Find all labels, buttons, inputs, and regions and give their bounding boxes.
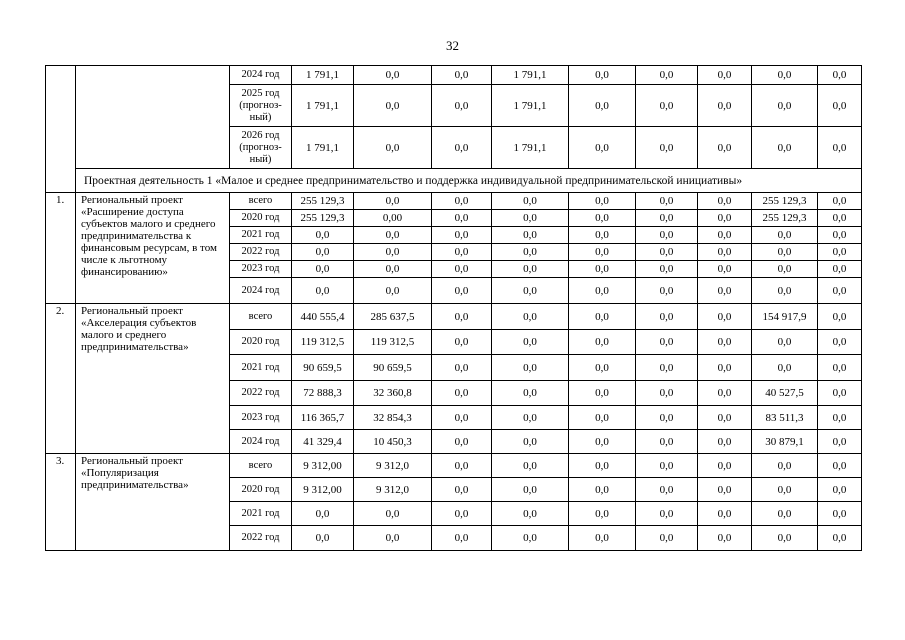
project-number: 2. bbox=[46, 304, 76, 454]
value-cell: 41 329,4 bbox=[292, 430, 354, 454]
value-cell: 0,0 bbox=[569, 330, 636, 355]
number-cell bbox=[46, 66, 76, 193]
value-cell: 285 637,5 bbox=[354, 304, 432, 330]
value-cell: 0,0 bbox=[698, 526, 752, 551]
value-cell: 0,0 bbox=[492, 330, 569, 355]
value-cell: 116 365,7 bbox=[292, 406, 354, 430]
value-cell: 0,0 bbox=[432, 244, 492, 261]
value-cell: 1 791,1 bbox=[292, 66, 354, 85]
value-cell: 0,0 bbox=[752, 66, 818, 85]
value-cell: 0,0 bbox=[492, 244, 569, 261]
value-cell: 0,0 bbox=[432, 193, 492, 210]
page-number: 32 bbox=[446, 38, 459, 53]
value-cell: 0,0 bbox=[818, 244, 862, 261]
value-cell: 0,0 bbox=[636, 244, 698, 261]
value-cell: 0,0 bbox=[818, 227, 862, 244]
value-cell: 0,0 bbox=[818, 66, 862, 85]
year-cell: 2021 год bbox=[230, 227, 292, 244]
project-name: Региональный проект «Популяризация предпринимательства» bbox=[76, 454, 230, 551]
value-cell: 0,0 bbox=[432, 526, 492, 551]
value-cell: 255 129,3 bbox=[752, 193, 818, 210]
value-cell: 0,0 bbox=[752, 502, 818, 526]
value-cell: 0,0 bbox=[432, 227, 492, 244]
value-cell: 0,0 bbox=[292, 261, 354, 278]
year-cell: 2025 год (прогноз-ный) bbox=[230, 85, 292, 127]
value-cell: 0,0 bbox=[636, 278, 698, 304]
value-cell: 0,0 bbox=[569, 526, 636, 551]
value-cell: 0,0 bbox=[354, 244, 432, 261]
value-cell: 0,0 bbox=[569, 66, 636, 85]
value-cell: 90 659,5 bbox=[292, 355, 354, 381]
year-cell: 2020 год bbox=[230, 210, 292, 227]
year-cell: 2020 год bbox=[230, 330, 292, 355]
value-cell: 0,0 bbox=[569, 210, 636, 227]
name-cell bbox=[76, 66, 230, 169]
table-row bbox=[46, 304, 862, 330]
value-cell: 0,0 bbox=[292, 227, 354, 244]
value-cell: 0,0 bbox=[569, 85, 636, 127]
value-cell: 440 555,4 bbox=[292, 304, 354, 330]
section-row bbox=[46, 169, 862, 193]
value-cell: 0,0 bbox=[432, 127, 492, 169]
year-cell: 2023 год bbox=[230, 406, 292, 430]
value-cell: 0,0 bbox=[569, 261, 636, 278]
value-cell: 0,0 bbox=[569, 193, 636, 210]
value-cell: 0,0 bbox=[698, 278, 752, 304]
value-cell: 0,0 bbox=[432, 210, 492, 227]
value-cell: 0,0 bbox=[752, 261, 818, 278]
budget-table bbox=[45, 65, 862, 551]
year-cell: 2023 год bbox=[230, 261, 292, 278]
value-cell: 0,0 bbox=[292, 244, 354, 261]
value-cell: 0,0 bbox=[818, 355, 862, 381]
value-cell: 1 791,1 bbox=[492, 66, 569, 85]
value-cell: 0,0 bbox=[354, 66, 432, 85]
value-cell: 0,0 bbox=[752, 227, 818, 244]
value-cell: 0,0 bbox=[432, 304, 492, 330]
value-cell: 0,0 bbox=[698, 406, 752, 430]
value-cell: 0,0 bbox=[569, 127, 636, 169]
value-cell: 255 129,3 bbox=[292, 210, 354, 227]
value-cell: 0,0 bbox=[354, 127, 432, 169]
value-cell: 0,0 bbox=[818, 526, 862, 551]
value-cell: 90 659,5 bbox=[354, 355, 432, 381]
value-cell: 0,0 bbox=[752, 454, 818, 478]
value-cell: 9 312,00 bbox=[292, 478, 354, 502]
value-cell: 0,0 bbox=[432, 85, 492, 127]
value-cell: 0,0 bbox=[492, 210, 569, 227]
value-cell: 154 917,9 bbox=[752, 304, 818, 330]
value-cell: 1 791,1 bbox=[492, 127, 569, 169]
value-cell: 0,0 bbox=[432, 278, 492, 304]
value-cell: 30 879,1 bbox=[752, 430, 818, 454]
year-cell: 2022 год bbox=[230, 381, 292, 406]
value-cell: 0,0 bbox=[569, 502, 636, 526]
value-cell: 0,0 bbox=[432, 430, 492, 454]
value-cell: 0,0 bbox=[569, 244, 636, 261]
value-cell: 255 129,3 bbox=[752, 210, 818, 227]
value-cell: 0,0 bbox=[818, 193, 862, 210]
year-cell: 2022 год bbox=[230, 244, 292, 261]
value-cell: 0,0 bbox=[492, 278, 569, 304]
value-cell: 0,0 bbox=[292, 502, 354, 526]
value-cell: 0,0 bbox=[818, 261, 862, 278]
value-cell: 0,0 bbox=[569, 227, 636, 244]
project-name: Региональный проект «Расширение доступа субъектов малого и среднего предпринимательства к финансовым ресурсам, в том числе к льготному финансированию» bbox=[76, 193, 230, 304]
value-cell: 0,0 bbox=[636, 502, 698, 526]
value-cell: 0,0 bbox=[354, 278, 432, 304]
value-cell: 0,0 bbox=[292, 526, 354, 551]
value-cell: 0,0 bbox=[636, 227, 698, 244]
value-cell: 9 312,0 bbox=[354, 478, 432, 502]
value-cell: 0,0 bbox=[818, 502, 862, 526]
value-cell: 0,0 bbox=[354, 227, 432, 244]
value-cell: 0,0 bbox=[698, 85, 752, 127]
value-cell: 0,0 bbox=[492, 454, 569, 478]
value-cell: 0,0 bbox=[818, 454, 862, 478]
value-cell: 0,0 bbox=[752, 278, 818, 304]
value-cell: 119 312,5 bbox=[354, 330, 432, 355]
value-cell: 0,0 bbox=[292, 278, 354, 304]
value-cell: 0,0 bbox=[569, 278, 636, 304]
year-cell: всего bbox=[230, 304, 292, 330]
value-cell: 0,0 bbox=[569, 430, 636, 454]
year-cell: всего bbox=[230, 454, 292, 478]
value-cell: 0,0 bbox=[818, 406, 862, 430]
value-cell: 0,0 bbox=[752, 526, 818, 551]
value-cell: 10 450,3 bbox=[354, 430, 432, 454]
value-cell: 0,0 bbox=[698, 381, 752, 406]
value-cell: 0,0 bbox=[492, 478, 569, 502]
value-cell: 0,0 bbox=[432, 406, 492, 430]
value-cell: 0,0 bbox=[636, 454, 698, 478]
value-cell: 0,0 bbox=[636, 85, 698, 127]
value-cell: 0,0 bbox=[432, 454, 492, 478]
value-cell: 0,0 bbox=[354, 526, 432, 551]
value-cell: 0,0 bbox=[492, 261, 569, 278]
value-cell: 0,0 bbox=[636, 478, 698, 502]
value-cell: 0,0 bbox=[818, 127, 862, 169]
value-cell: 0,0 bbox=[492, 355, 569, 381]
value-cell: 0,0 bbox=[354, 261, 432, 278]
value-cell: 0,0 bbox=[636, 193, 698, 210]
value-cell: 0,0 bbox=[636, 210, 698, 227]
value-cell: 0,0 bbox=[752, 355, 818, 381]
value-cell: 0,0 bbox=[432, 502, 492, 526]
year-cell: 2020 год bbox=[230, 478, 292, 502]
value-cell: 0,0 bbox=[698, 66, 752, 85]
value-cell: 0,0 bbox=[636, 66, 698, 85]
value-cell: 0,0 bbox=[492, 406, 569, 430]
value-cell: 0,0 bbox=[818, 210, 862, 227]
value-cell: 0,0 bbox=[818, 478, 862, 502]
value-cell: 0,0 bbox=[569, 454, 636, 478]
year-cell: 2026 год (прогноз-ный) bbox=[230, 127, 292, 169]
value-cell: 1 791,1 bbox=[292, 85, 354, 127]
value-cell: 0,0 bbox=[432, 355, 492, 381]
value-cell: 0,0 bbox=[432, 66, 492, 85]
value-cell: 1 791,1 bbox=[292, 127, 354, 169]
value-cell: 0,0 bbox=[432, 478, 492, 502]
value-cell: 0,0 bbox=[492, 304, 569, 330]
value-cell: 0,0 bbox=[492, 381, 569, 406]
value-cell: 1 791,1 bbox=[492, 85, 569, 127]
value-cell: 0,0 bbox=[698, 355, 752, 381]
value-cell: 0,0 bbox=[698, 227, 752, 244]
value-cell: 0,0 bbox=[752, 85, 818, 127]
value-cell: 0,0 bbox=[698, 330, 752, 355]
value-cell: 0,0 bbox=[636, 406, 698, 430]
year-cell: 2024 год bbox=[230, 66, 292, 85]
value-cell: 0,0 bbox=[432, 330, 492, 355]
value-cell: 40 527,5 bbox=[752, 381, 818, 406]
year-cell: 2022 год bbox=[230, 526, 292, 551]
value-cell: 0,0 bbox=[698, 244, 752, 261]
value-cell: 0,0 bbox=[569, 406, 636, 430]
value-cell: 0,0 bbox=[698, 430, 752, 454]
value-cell: 0,0 bbox=[492, 227, 569, 244]
value-cell: 0,0 bbox=[492, 526, 569, 551]
value-cell: 32 360,8 bbox=[354, 381, 432, 406]
value-cell: 0,0 bbox=[698, 210, 752, 227]
year-cell: 2021 год bbox=[230, 502, 292, 526]
value-cell: 0,0 bbox=[354, 502, 432, 526]
value-cell: 0,0 bbox=[569, 381, 636, 406]
value-cell: 0,0 bbox=[752, 330, 818, 355]
value-cell: 0,0 bbox=[636, 430, 698, 454]
value-cell: 0,0 bbox=[569, 355, 636, 381]
year-cell: 2024 год bbox=[230, 278, 292, 304]
value-cell: 0,0 bbox=[752, 244, 818, 261]
value-cell: 0,0 bbox=[636, 330, 698, 355]
value-cell: 0,0 bbox=[354, 85, 432, 127]
project-number: 1. bbox=[46, 193, 76, 304]
value-cell: 0,0 bbox=[636, 261, 698, 278]
value-cell: 0,0 bbox=[752, 127, 818, 169]
value-cell: 0,0 bbox=[818, 430, 862, 454]
value-cell: 83 511,3 bbox=[752, 406, 818, 430]
value-cell: 0,0 bbox=[569, 478, 636, 502]
value-cell: 0,0 bbox=[636, 355, 698, 381]
value-cell: 0,0 bbox=[492, 430, 569, 454]
section-title: Проектная деятельность 1 «Малое и среднее предпринимательство и поддержка индивидуальной предпринимательской инициативы» bbox=[76, 169, 862, 193]
value-cell: 0,0 bbox=[698, 304, 752, 330]
table-row bbox=[46, 454, 862, 478]
value-cell: 0,0 bbox=[752, 478, 818, 502]
value-cell: 119 312,5 bbox=[292, 330, 354, 355]
value-cell: 32 854,3 bbox=[354, 406, 432, 430]
value-cell: 0,0 bbox=[818, 85, 862, 127]
value-cell: 0,0 bbox=[818, 381, 862, 406]
table-row bbox=[46, 66, 862, 85]
year-cell: 2024 год bbox=[230, 430, 292, 454]
value-cell: 0,0 bbox=[698, 261, 752, 278]
value-cell: 0,0 bbox=[818, 330, 862, 355]
project-number: 3. bbox=[46, 454, 76, 551]
value-cell: 0,00 bbox=[354, 210, 432, 227]
value-cell: 0,0 bbox=[698, 478, 752, 502]
value-cell: 0,0 bbox=[636, 381, 698, 406]
value-cell: 0,0 bbox=[492, 502, 569, 526]
project-name: Региональный проект «Акселерация субъектов малого и среднего предпринимательства» bbox=[76, 304, 230, 454]
value-cell: 0,0 bbox=[569, 304, 636, 330]
value-cell: 9 312,00 bbox=[292, 454, 354, 478]
value-cell: 0,0 bbox=[432, 261, 492, 278]
value-cell: 0,0 bbox=[698, 502, 752, 526]
value-cell: 0,0 bbox=[432, 381, 492, 406]
value-cell: 0,0 bbox=[698, 454, 752, 478]
value-cell: 0,0 bbox=[818, 304, 862, 330]
value-cell: 0,0 bbox=[492, 193, 569, 210]
year-cell: всего bbox=[230, 193, 292, 210]
table-row bbox=[46, 193, 862, 210]
value-cell: 0,0 bbox=[818, 278, 862, 304]
value-cell: 0,0 bbox=[354, 193, 432, 210]
value-cell: 0,0 bbox=[698, 193, 752, 210]
value-cell: 9 312,0 bbox=[354, 454, 432, 478]
year-cell: 2021 год bbox=[230, 355, 292, 381]
value-cell: 0,0 bbox=[698, 127, 752, 169]
value-cell: 0,0 bbox=[636, 304, 698, 330]
value-cell: 72 888,3 bbox=[292, 381, 354, 406]
value-cell: 255 129,3 bbox=[292, 193, 354, 210]
value-cell: 0,0 bbox=[636, 526, 698, 551]
value-cell: 0,0 bbox=[636, 127, 698, 169]
